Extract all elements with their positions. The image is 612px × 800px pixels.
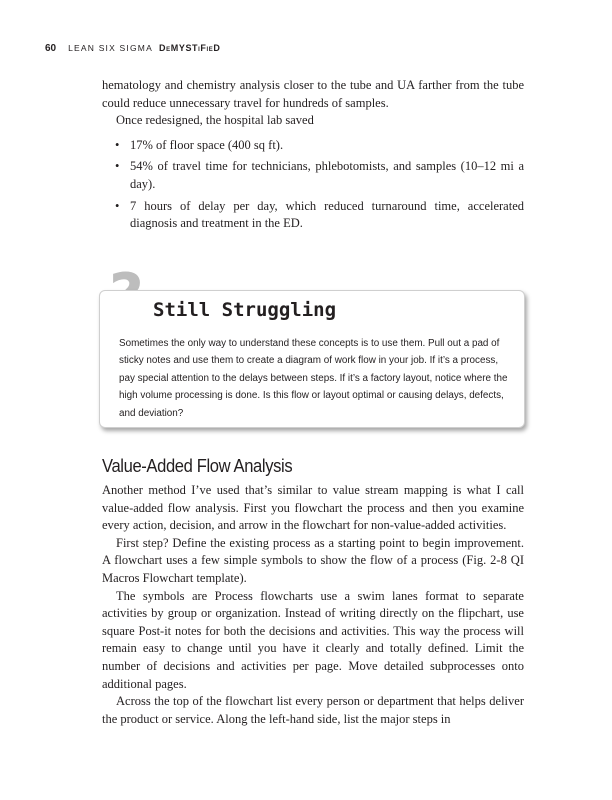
series-suffix: DeMYSTiFieD [159, 43, 221, 53]
section-paragraph: Across the top of the flowchart list every person or department that helps deliver the product or service. Along the left-hand side, list the major steps in [102, 694, 524, 726]
callout-title: Still Struggling [153, 299, 337, 321]
page-number: 60 [45, 43, 57, 54]
section-heading: Value-Added Flow Analysis [102, 456, 293, 476]
continuation-paragraph: hematology and chemistry analysis closer to the tube and UA farther from the tube could reduce unnecessary travel for hundreds of samples. [102, 78, 524, 110]
list-item: • 7 hours of delay per day, which reduced turnaround time, accelerated diagnosis and treatment in the ED. [102, 198, 524, 233]
list-item: • 54% of travel time for technicians, phlebotomists, and samples (10–12 mi a day). [102, 158, 524, 193]
section-paragraph: Another method I’ve used that’s similar to value stream mapping is what I call value-added flow analysis. First you flowchart the process and then you examine every action, decision, and arrow in the flowchart for non-value-added activities. [102, 483, 524, 533]
section-paragraph: First step? Define the existing process as a starting point to begin improvement. A flowchart uses a few simple symbols to show the flow of a process (Fig. 2-8 QI Macros Flowchart template). [102, 535, 524, 585]
still-struggling-callout [99, 266, 525, 432]
savings-list [102, 137, 524, 233]
callout-body: Sometimes the only way to understand these concepts is to use them. Pull out a pad of sticky notes and use them to create a diagram of work flow in your job. If it’s a process, pay special attention to the delays between steps. If it’s a factory layout, notice where the high volume processing is done. Is this flow or layout optimal or causing delays, defects, and deviation? [119, 338, 508, 419]
running-head [45, 43, 220, 54]
value-added-flow-section [102, 455, 524, 728]
callout-box [99, 290, 525, 428]
saved-intro-paragraph: Once redesigned, the hospital lab saved [116, 113, 314, 128]
series-title: LEAN SIX SIGMA [68, 43, 153, 53]
list-item: • 17% of floor space (400 sq ft). [102, 137, 524, 155]
intro-text [102, 77, 524, 237]
section-paragraph: The symbols are Process flowcharts use a swim lanes format to separate activities by group or organization. Instead of writing directly on the flipchart, use square Post-it notes for both the decisions and activities. This way the process will remain easy to change until you have it clearly and totally defined. Limit the number of decisions and activities per page. Move detailed subprocesses onto additional pages. [102, 588, 524, 691]
